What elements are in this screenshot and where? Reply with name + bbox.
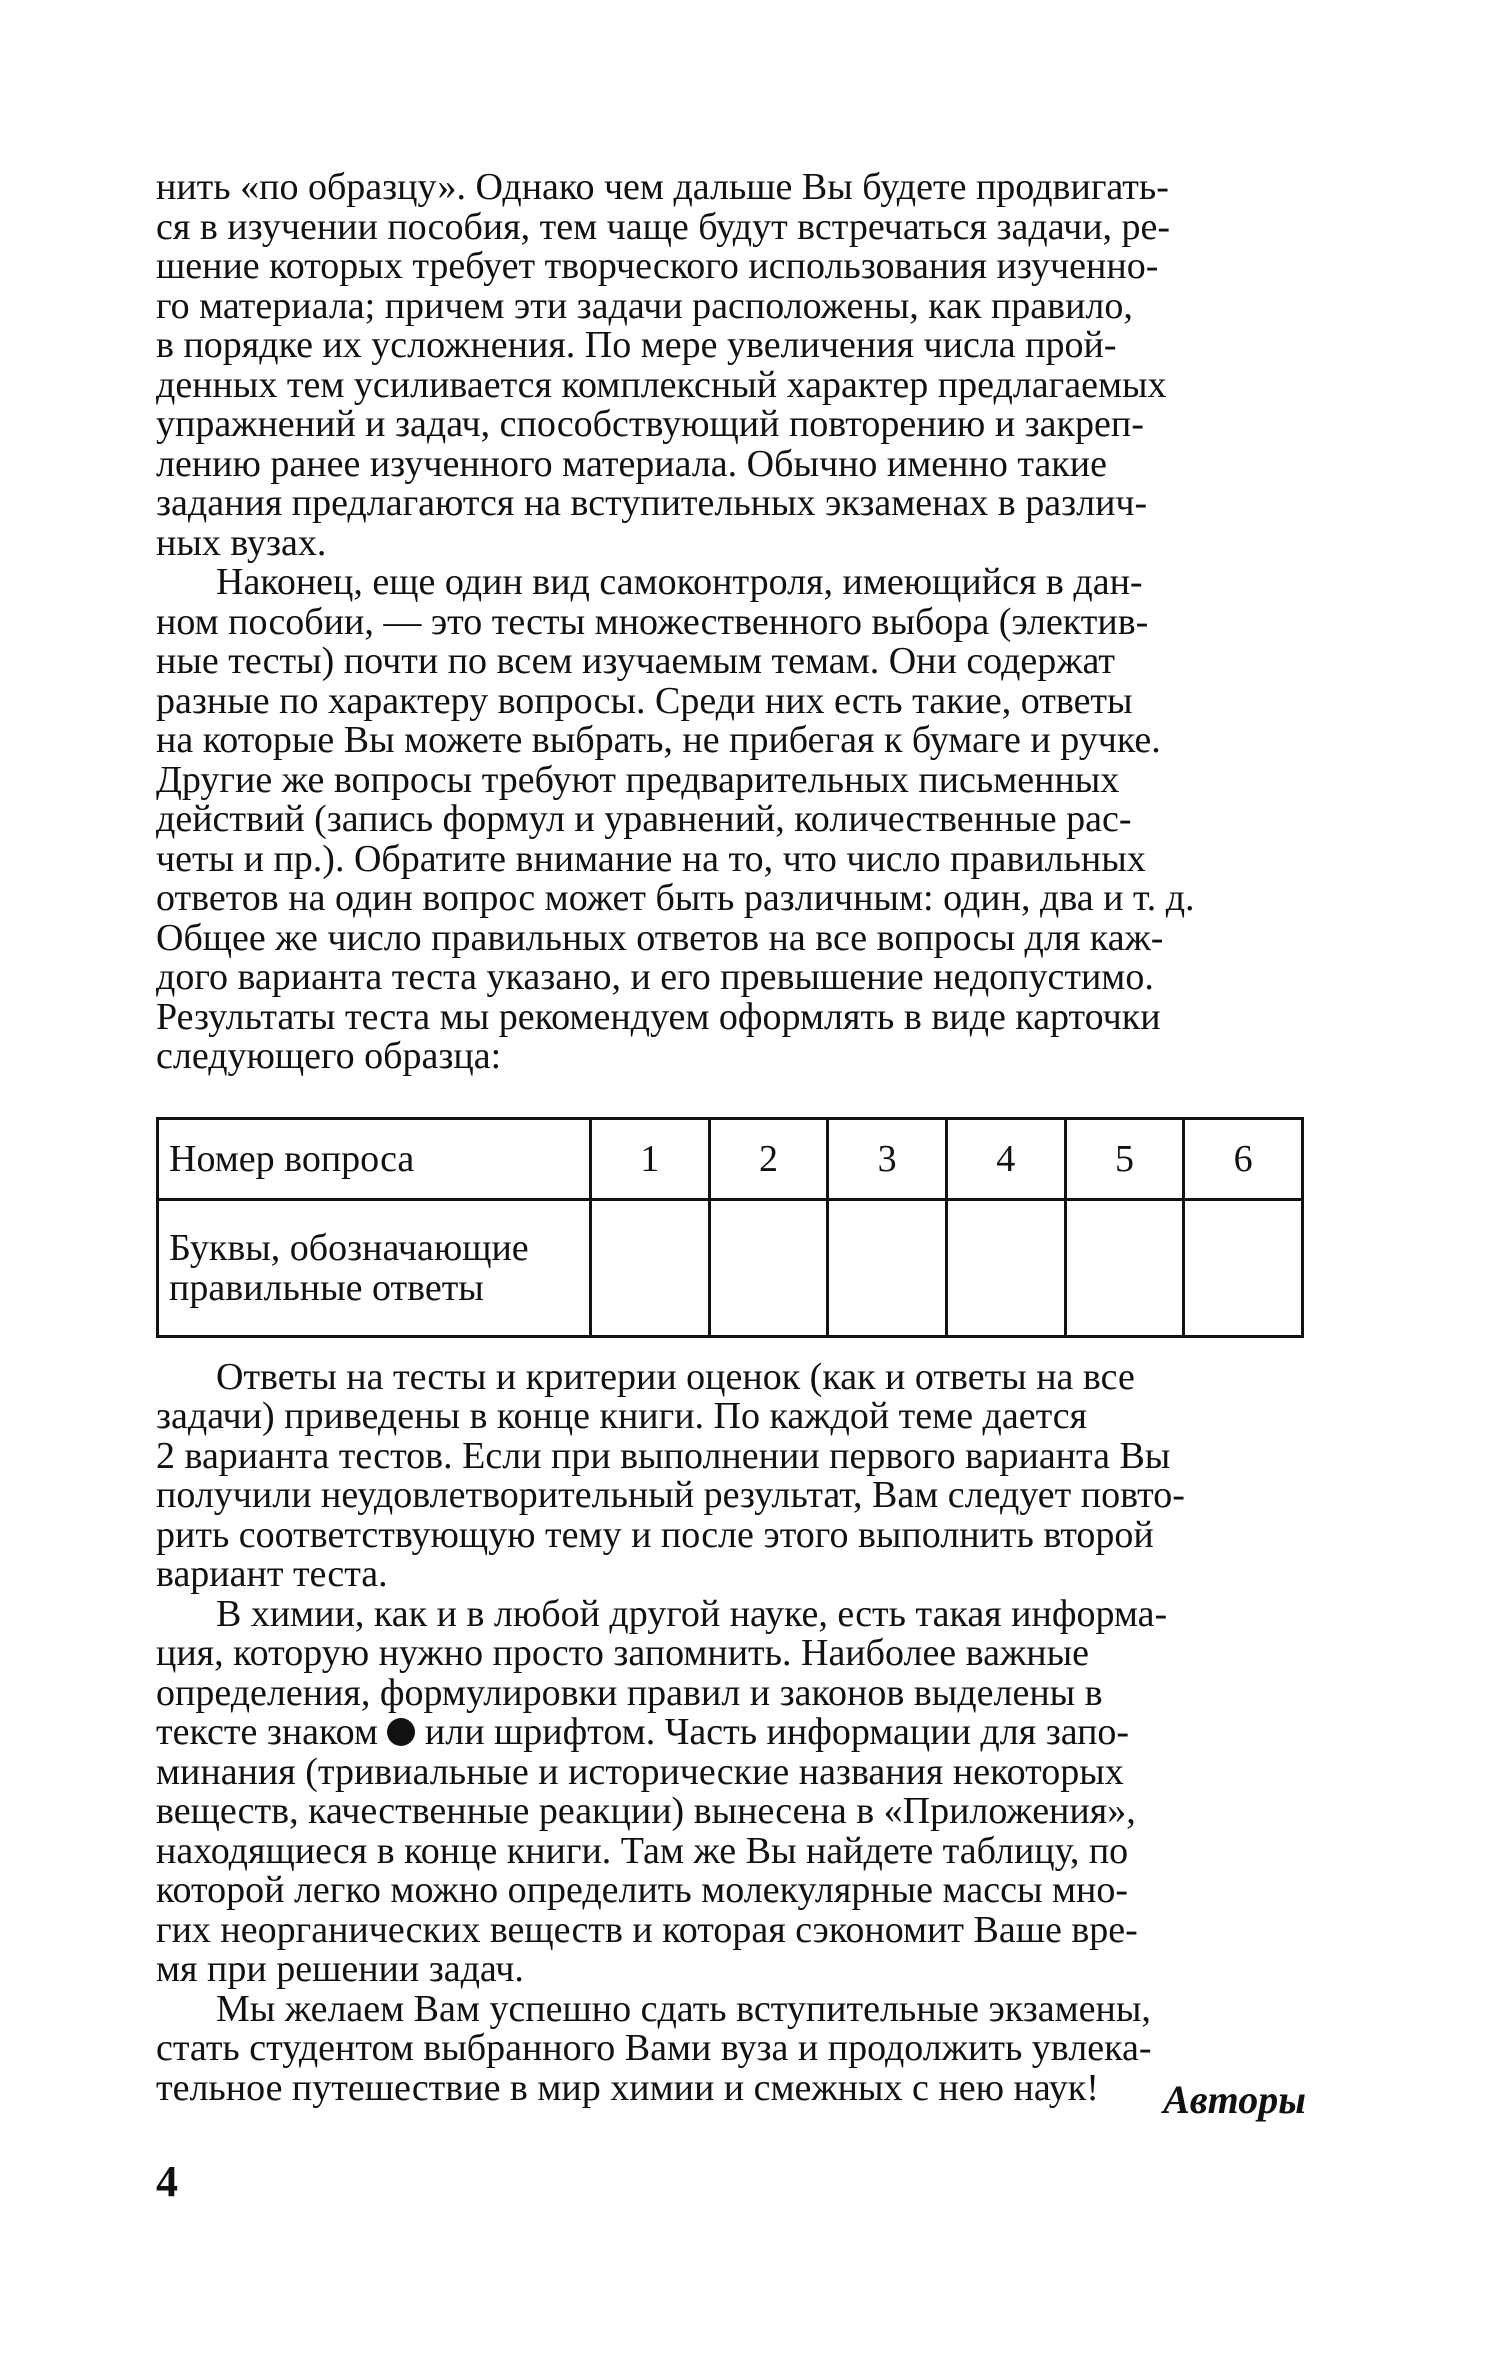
question-number-cell: 2 — [709, 1118, 828, 1199]
answer-cell — [828, 1199, 947, 1336]
paragraph-4 — [156, 1592, 1302, 1990]
question-number-cell: 4 — [946, 1118, 1065, 1199]
question-number-cell: 3 — [828, 1118, 947, 1199]
paragraph-4-part-1: В химии, как и в любой другой науке, есть такая информа- ция, которую нужно просто запомнить. Наиболее важные определения, формулировки правил и законов выделены в тексте знаком — [156, 1592, 1168, 1753]
question-number-cell: 5 — [1065, 1118, 1184, 1199]
question-number-cell: 1 — [591, 1118, 710, 1199]
answer-cell — [709, 1199, 828, 1336]
answer-cell — [1184, 1199, 1303, 1336]
bullet-mark-icon — [387, 1718, 415, 1746]
authors-signature: Авторы — [1163, 2077, 1306, 2122]
paragraph-4-part-2: или шрифтом. Часть информации для запо- минания (тривиальные и исторические названия некоторых веществ, качественные реакции) вынесена в «Приложения», находящиеся в конце книги. Там же Вы найдете таблицу, по которой легко можно определить молекулярные массы мно- гих неорганических веществ и которая сэкономит Ваше вре- мя при решении задач. — [156, 1711, 1138, 1990]
page-number: 4 — [156, 2157, 178, 2206]
answer-card-table — [156, 1117, 1304, 1338]
question-number-cell: 6 — [1184, 1118, 1303, 1199]
paragraph-1: нить «по образцу». Однако чем дальше Вы будете продвигать- ся в изучении пособия, тем чаще будут встречаться задачи, ре- шение которых требует творческого использования изученно- го материала; причем эти задачи расположены, как правило, в порядке их усложнения. По мере увеличения числа прой- денных тем усиливается комплексный характер предлагаемых упражнений и задач, способствующий повторению и закреп- лению ранее изученного материала. Обычно именно такие задания предлагаются на вступительных экзаменах в различ- ных вузах. — [156, 166, 1171, 564]
paragraph-5: Мы желаем Вам успешно сдать вступительные экзамены, стать студентом выбранного Вами вуза и продолжить увлека- тельное путешествие в мир химии и смежных с нею наук! — [156, 1987, 1152, 2109]
table-row-question-numbers — [158, 1118, 1303, 1199]
answer-cell — [591, 1199, 710, 1336]
row-label-answer-letters: Буквы, обозначающие правильные ответы — [158, 1199, 591, 1336]
answer-cell — [1065, 1199, 1184, 1336]
answer-card-table-wrapper — [156, 1117, 1302, 1338]
answer-cell — [946, 1199, 1065, 1336]
table-row-answer-letters — [158, 1199, 1303, 1336]
paragraph-2: Наконец, еще один вид самоконтроля, имеющийся в дан- ном пособии, — это тесты множественного выбора (электив- ные тесты) почти по всем изучаемым темам. Они содержат разные по характеру вопросы. Среди них есть такие, ответы на которые Вы можете выбрать, не прибегая к бумаге и ручке. Другие же вопросы требуют предварительных письменных действий (запись формул и уравнений, количественные рас- четы и пр.). Обратите внимание на то, что число правильных ответов на один вопрос может быть различным: один, два и т. д. Общее же число правильных ответов на все вопросы для каж- дого варианта теста указано, и его превышение недопустимо. Результаты теста мы рекомендуем оформлять в виде карточки следующего образца: — [156, 561, 1195, 1077]
row-label-question-number: Номер вопроса — [158, 1118, 591, 1199]
paragraph-3: Ответы на тесты и критерии оценок (как и ответы на все задачи) приведены в конце книги. По каждой теме дается 2 варианта тестов. Если при выполнении первого варианта Вы получили неудовлетворительный результат, Вам следует повто- рить соответствующую тему и после этого выполнить второй вариант теста. — [156, 1355, 1185, 1595]
page-body — [156, 168, 1302, 2108]
